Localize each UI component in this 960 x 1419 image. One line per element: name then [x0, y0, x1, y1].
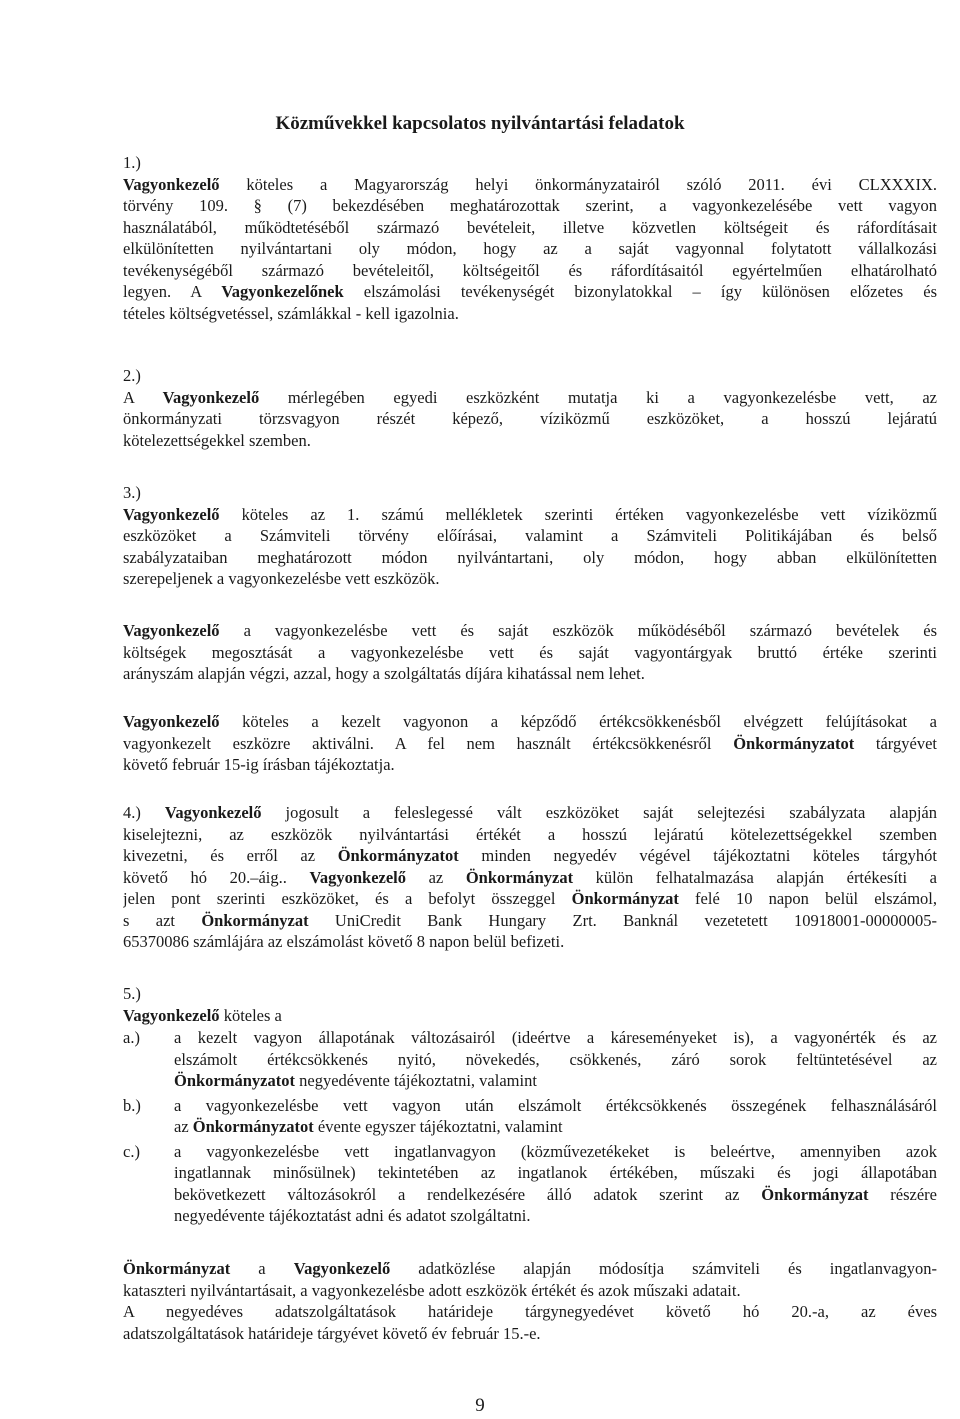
- section-4-line: kiselejtezni, az eszközök nyilvántartási értékét a hosszú lejáratú kötelezettségekkel szemben: [123, 824, 937, 844]
- paragraph-line: adatszolgáltatások határideje tárgyévet követő év február 15.-e.: [123, 1323, 541, 1343]
- section-2: [123, 365, 937, 451]
- list-item-line: a vagyonkezelésbe vett vagyon után elszámolt értékcsökkenés összegének felhasználásáról: [174, 1095, 937, 1115]
- list-item: [123, 1095, 937, 1138]
- paragraph-depreciation: [123, 711, 937, 776]
- list-marker: c.): [123, 1141, 140, 1161]
- paragraph-line: A negyedéves adatszolgáltatások határideje tárgynegyedévet követő hó 20.-a, az éves: [123, 1302, 937, 1321]
- section-3: [123, 482, 937, 590]
- document-title: Közművekkel kapcsolatos nyilvántartási feladatok: [275, 113, 685, 134]
- paragraph-line: kataszteri nyilvántartásait, a vagyonkezelésbe adott eszközök értékét és azok műszaki adatait.: [123, 1280, 741, 1300]
- section-2-line: kötelezettségekkel szemben.: [123, 430, 311, 450]
- list-item-line: bekövetkezett változásokról a rendelkezésére álló adatok szerint az Önkormányzat részére: [174, 1184, 937, 1204]
- section-4-line: kivezetni, és erről az Önkormányzatot minden negyedév végével tájékoztatni köteles tárgyhót: [123, 846, 937, 865]
- list-item-line: a vagyonkezelésbe vett ingatlanvagyon (közművezetékeket is beleértve, amennyiben azok: [174, 1141, 937, 1161]
- list-item-line: a kezelt vagyon állapotának változásairól (ideértve a káreseményeket is), a vagyonérték és az: [174, 1028, 937, 1047]
- section-2-number: 2.): [123, 366, 141, 385]
- list-item-line: negyedévente tájékoztatást adni és adatot szolgáltatni.: [174, 1206, 531, 1225]
- paragraph-line: költségek megosztását a vagyonkezelésbe vett és saját vagyontárgyak bruttó értéke szerinti: [123, 642, 937, 662]
- section-3-line: eszközöket a Számviteli törvény előírásai, valamint a Számviteli Politikájában és belső: [123, 526, 937, 545]
- list-item-line: Önkormányzatot negyedévente tájékoztatni, valamint: [174, 1071, 537, 1090]
- section-1: [123, 152, 937, 324]
- section-1-number: 1.): [123, 153, 141, 172]
- list-item-line: elszámolt értékcsökkenés nyitó, növekedés, csökkenés, záró sorok feltüntetésével az: [174, 1049, 937, 1069]
- section-4-line: követő hó 20.–áig.. Vagyonkezelő az Önkormányzat külön felhatalmazása alapján értékesíti a: [123, 867, 937, 887]
- section-3-line: szerepeljenek a vagyonkezelésbe vett eszközök.: [123, 569, 440, 588]
- paragraph-line: arányszám alapján végzi, azzal, hogy a szolgáltatás díjára kihatással nem lehet.: [123, 664, 645, 683]
- section-2-line: önkormányzati törzsvagyon részét képező, víziközmű eszközöket, a hosszú lejáratú: [123, 409, 937, 428]
- section-1-line: tételes költségvetéssel, számlákkal - kell igazolnia.: [123, 303, 459, 323]
- list-item: [123, 1141, 937, 1227]
- section-5-intro: Vagyonkezelő köteles a: [123, 1005, 282, 1025]
- section-1-line: legyen. A Vagyonkezelőnek elszámolási tevékenységét bizonylatokkal – így különösen előzetes és: [123, 282, 937, 301]
- section-1-line: Vagyonkezelő köteles a Magyarország helyi önkormányzatairól szóló 2011. évi CLXXXIX.: [123, 174, 937, 194]
- section-2-line: A Vagyonkezelő mérlegében egyedi eszközként mutatja ki a vagyonkezelésbe vett, az: [123, 387, 937, 407]
- paragraph-municipality: [123, 1258, 937, 1344]
- section-3-line: szabályzataiban meghatározott módon nyilvántartani, oly módon, hogy abban elkülönítetten: [123, 547, 937, 567]
- section-4-line: 4.) Vagyonkezelő jogosult a feleslegessé vált eszközöket saját selejtezési szabályzata alapján: [123, 803, 937, 822]
- section-1-line: tevékenységéből származó bevételeitől, költségeitől és ráfordításaitól egyértelműen elhatárolható: [123, 260, 937, 280]
- paragraph-line: Vagyonkezelő köteles a kezelt vagyonon a képződő értékcsökkenésből elvégzett felújításokat a: [123, 712, 937, 731]
- section-3-line: Vagyonkezelő köteles az 1. számú mellékletek szerinti értéken vagyonkezelésbe vett víziközmű: [123, 504, 937, 524]
- page-number: 9: [475, 1395, 485, 1416]
- paragraph-line: vagyonkezelt eszközre aktiválni. A fel nem használt értékcsökkenésről Önkormányzatot tárgyévet: [123, 733, 937, 753]
- list-marker: a.): [123, 1028, 140, 1047]
- section-1-line: törvény 109. § (7) bekezdésében meghatározottak szerint, a vagyonkezelésébe vett vagyon: [123, 196, 937, 215]
- section-4-line: s azt Önkormányzat UniCredit Bank Hungary Zrt. Banknál vezetetett 10918001-00000005-: [123, 910, 937, 930]
- list-marker: b.): [123, 1095, 141, 1115]
- section-5: [123, 983, 937, 1026]
- paragraph-line: Vagyonkezelő a vagyonkezelésbe vett és saját eszközök működéséből származó bevételek és: [123, 621, 937, 640]
- section-1-line: használatából, működtetéséből származó bevételeit, illetve közvetlen költségeit és ráfordításait: [123, 217, 937, 237]
- section-3-number: 3.): [123, 483, 141, 502]
- section-4: [123, 802, 937, 953]
- section-5-number: 5.): [123, 984, 141, 1003]
- section-5-list: [123, 1027, 937, 1227]
- list-item: [123, 1027, 937, 1092]
- paragraph-line: Önkormányzat a Vagyonkezelő adatközlése alapján módosítja számviteli és ingatlanvagyon-: [123, 1259, 937, 1278]
- section-1-line: elkülönítetten nyilvántartani oly módon, hogy az a saját vagyonnal folytatott vállalkozási: [123, 239, 937, 258]
- section-4-line: jelen pont szerinti eszközöket, és a befolyt összeggel Önkormányzat felé 10 napon belül elszámol,: [123, 889, 937, 908]
- list-item-line: ingatlannak minősülnek) tekintetében az ingatlanok értékében, műszaki és jogi állapotában: [174, 1163, 937, 1182]
- list-item-line: az Önkormányzatot évente egyszer tájékoztatni, valamint: [174, 1117, 563, 1136]
- paragraph-line: követő február 15-ig írásban tájékoztatja.: [123, 755, 395, 774]
- paragraph-cost-sharing: [123, 620, 937, 685]
- section-4-line: 65370086 számlájára az elszámolást követő 8 napon belül befizeti.: [123, 932, 565, 951]
